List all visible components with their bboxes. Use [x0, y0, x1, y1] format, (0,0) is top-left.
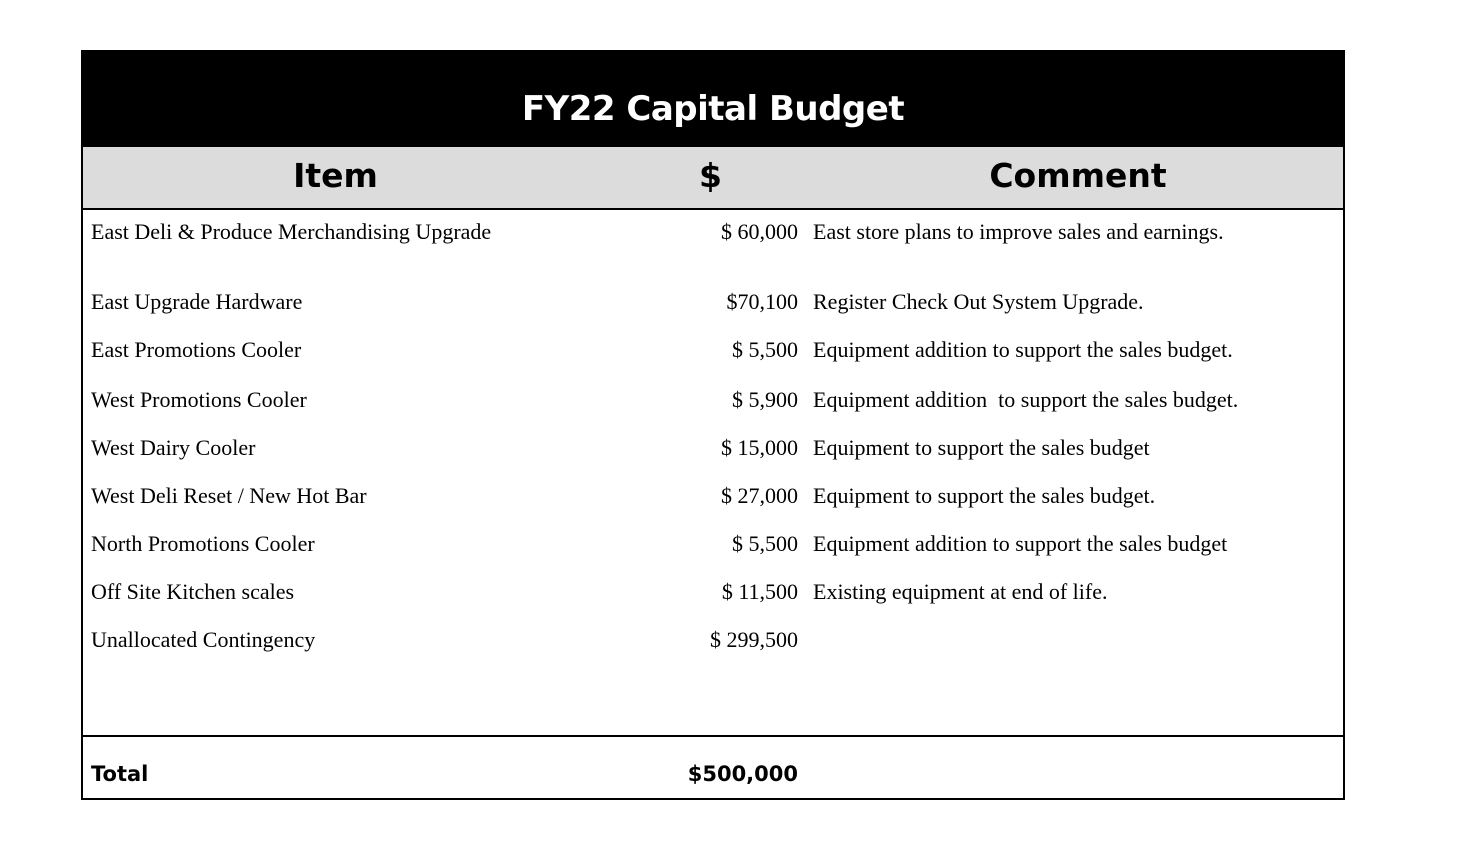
total-row: [83, 759, 1343, 789]
amount-cell: $ 27,000: [721, 483, 798, 508]
item-cell: Off Site Kitchen scales: [91, 579, 295, 604]
total-divider: [83, 735, 1343, 737]
item-cell: North Promotions Cooler: [91, 531, 315, 556]
comment-cell: East store plans to improve sales and earnings.: [813, 219, 1224, 244]
header-item: Item: [293, 156, 378, 195]
comment-cell: Equipment addition to support the sales budget: [813, 531, 1228, 556]
total-label: Total: [91, 762, 149, 786]
table-row: [83, 481, 1343, 511]
table-row: [83, 287, 1343, 317]
comment-cell: Equipment to support the sales budget.: [813, 483, 1156, 508]
table-title: FY22 Capital Budget: [83, 52, 1343, 147]
table-row: [83, 625, 1343, 655]
header-row: [83, 147, 1343, 210]
item-cell: Unallocated Contingency: [91, 627, 316, 652]
item-cell: East Promotions Cooler: [91, 337, 302, 362]
amount-cell: $70,100: [726, 289, 798, 314]
amount-cell: $ 299,500: [710, 627, 798, 652]
amount-cell: $ 15,000: [721, 435, 798, 460]
comment-cell: Existing equipment at end of life.: [813, 579, 1108, 604]
amount-cell: $ 5,900: [732, 387, 798, 412]
table-row: [83, 433, 1343, 463]
table-row: [83, 577, 1343, 607]
item-cell: West Dairy Cooler: [91, 435, 256, 460]
table-row: [83, 217, 1343, 247]
item-cell: East Upgrade Hardware: [91, 289, 303, 314]
comment-cell: Equipment to support the sales budget: [813, 435, 1150, 460]
table-row: [83, 529, 1343, 559]
comment-cell: Register Check Out System Upgrade.: [813, 289, 1144, 314]
amount-cell: $ 60,000: [721, 219, 798, 244]
table-row: [83, 335, 1343, 365]
item-cell: West Deli Reset / New Hot Bar: [91, 483, 367, 508]
amount-cell: $ 5,500: [732, 337, 798, 362]
comment-cell: Equipment addition to support the sales budget.: [813, 337, 1233, 362]
header-comment: Comment: [989, 156, 1167, 195]
total-amount: $500,000: [687, 762, 798, 786]
comment-cell: Equipment addition to support the sales budget.: [813, 387, 1239, 412]
header-amount: $: [699, 156, 722, 195]
item-cell: West Promotions Cooler: [91, 387, 307, 412]
item-cell: East Deli & Produce Merchandising Upgrade: [91, 219, 492, 244]
amount-cell: $ 5,500: [732, 531, 798, 556]
amount-cell: $ 11,500: [721, 579, 798, 604]
table-row: [83, 385, 1343, 415]
capital-budget-table: [81, 50, 1345, 800]
